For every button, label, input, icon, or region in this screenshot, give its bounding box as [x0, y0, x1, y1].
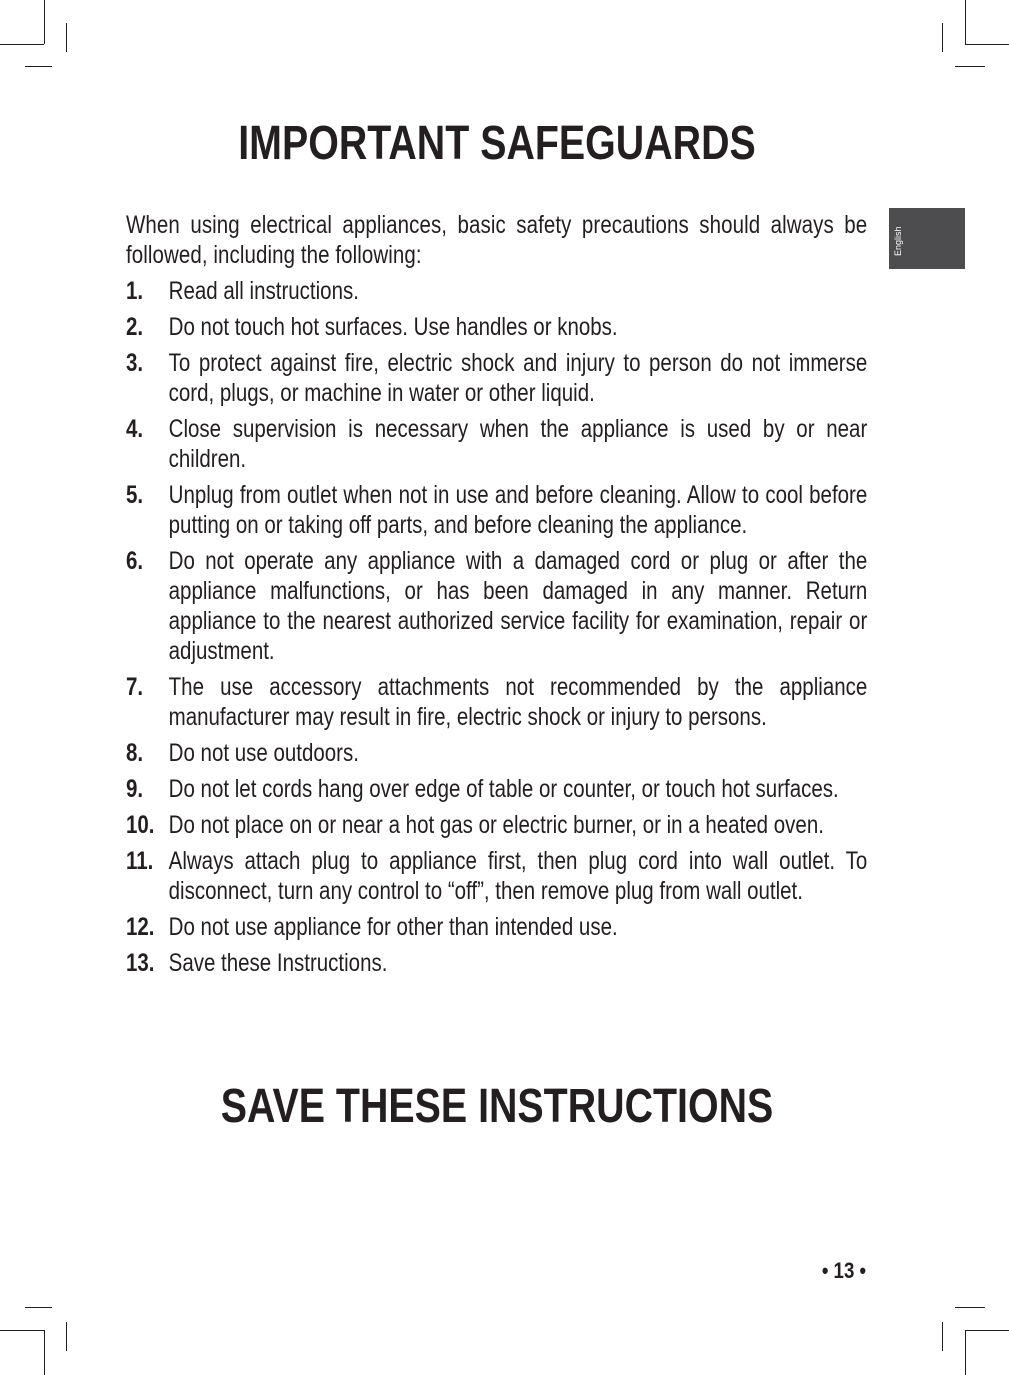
- crop-mark: [44, 0, 45, 44]
- crop-mark: [955, 1307, 985, 1308]
- crop-mark: [25, 1307, 52, 1308]
- item-text: Do not place on or near a hot gas or electric burner, or in a heated oven.: [168, 811, 824, 839]
- item-number: 7.: [126, 673, 144, 701]
- safeguards-list: [126, 276, 867, 978]
- item-text: To protect against fire, electric shock and injury to person do not immerse cord, plugs, or machine in water or other liquid.: [168, 349, 868, 407]
- list-item: [126, 276, 867, 306]
- item-text: Do not let cords hang over edge of table or counter, or touch hot surfaces.: [168, 775, 839, 803]
- item-number: 9.: [126, 775, 144, 803]
- item-number: 3.: [126, 349, 144, 377]
- crop-mark: [66, 1322, 67, 1351]
- crop-mark: [44, 1330, 45, 1375]
- crop-mark: [955, 66, 985, 67]
- crop-mark: [965, 1330, 1009, 1331]
- language-tab: [889, 208, 965, 269]
- safeguards-content: [126, 210, 867, 984]
- item-text: Unplug from outlet when not in use and before cleaning. Allow to cool before putting on or taking off parts, and before cleaning the appliance.: [168, 481, 868, 539]
- list-item: [126, 312, 867, 342]
- item-number: 11.: [126, 847, 154, 875]
- page-number: [760, 1257, 866, 1285]
- crop-mark: [965, 1330, 966, 1375]
- list-item: [126, 738, 867, 768]
- item-text: Do not use outdoors.: [168, 739, 359, 767]
- list-item: [126, 414, 867, 474]
- list-item: [126, 846, 867, 906]
- crop-mark: [0, 1330, 44, 1331]
- list-item: [126, 948, 867, 978]
- page-title: IMPORTANT SAFEGUARDS: [238, 117, 756, 170]
- crop-mark: [965, 0, 966, 44]
- list-item: [126, 774, 867, 804]
- crop-mark: [965, 44, 1009, 45]
- item-number: 1.: [126, 277, 144, 305]
- list-item: [126, 546, 867, 666]
- crop-mark: [25, 66, 52, 67]
- item-text: Close supervision is necessary when the appliance is used by or near children.: [168, 415, 868, 473]
- item-number: 6.: [126, 547, 144, 575]
- item-text: Save these Instructions.: [168, 949, 388, 977]
- item-text: Do not operate any appliance with a damaged cord or plug or after the appliance malfunctions, or has been damaged in any manner. Return appliance to the nearest authorized service facility for examination, repair or adjustment.: [168, 547, 868, 665]
- item-number: 5.: [126, 481, 144, 509]
- item-number: 2.: [126, 313, 144, 341]
- closing-heading: SAVE THESE INSTRUCTIONS: [220, 1080, 774, 1133]
- safeguards-body: [126, 210, 867, 978]
- intro-paragraph: When using electrical appliances, basic safety precautions should always be followed, including the following:: [126, 211, 868, 269]
- page-number-label: • 13 •: [821, 1258, 866, 1283]
- item-text: Read all instructions.: [168, 277, 359, 305]
- item-number: 12.: [126, 913, 155, 941]
- item-number: 13.: [126, 949, 155, 977]
- list-item: [126, 348, 867, 408]
- crop-mark: [66, 23, 67, 52]
- item-text: The use accessory attachments not recommended by the appliance manufacturer may result in fire, electric shock or injury to persons.: [168, 673, 868, 731]
- item-number: 10.: [126, 811, 155, 839]
- item-text: Do not touch hot surfaces. Use handles or knobs.: [168, 313, 618, 341]
- list-item: [126, 672, 867, 732]
- list-item: [126, 480, 867, 540]
- crop-mark: [942, 1322, 943, 1351]
- list-item: [126, 810, 867, 840]
- crop-mark: [0, 44, 44, 45]
- item-text: Always attach plug to appliance first, then plug cord into wall outlet. To disconnect, turn any control to “off”, then remove plug from wall outlet.: [168, 847, 868, 905]
- crop-mark: [942, 23, 943, 52]
- item-text: Do not use appliance for other than intended use.: [168, 913, 618, 941]
- list-item: [126, 912, 867, 942]
- item-number: 4.: [126, 415, 144, 443]
- item-number: 8.: [126, 739, 144, 767]
- language-tab-label: English: [893, 226, 903, 256]
